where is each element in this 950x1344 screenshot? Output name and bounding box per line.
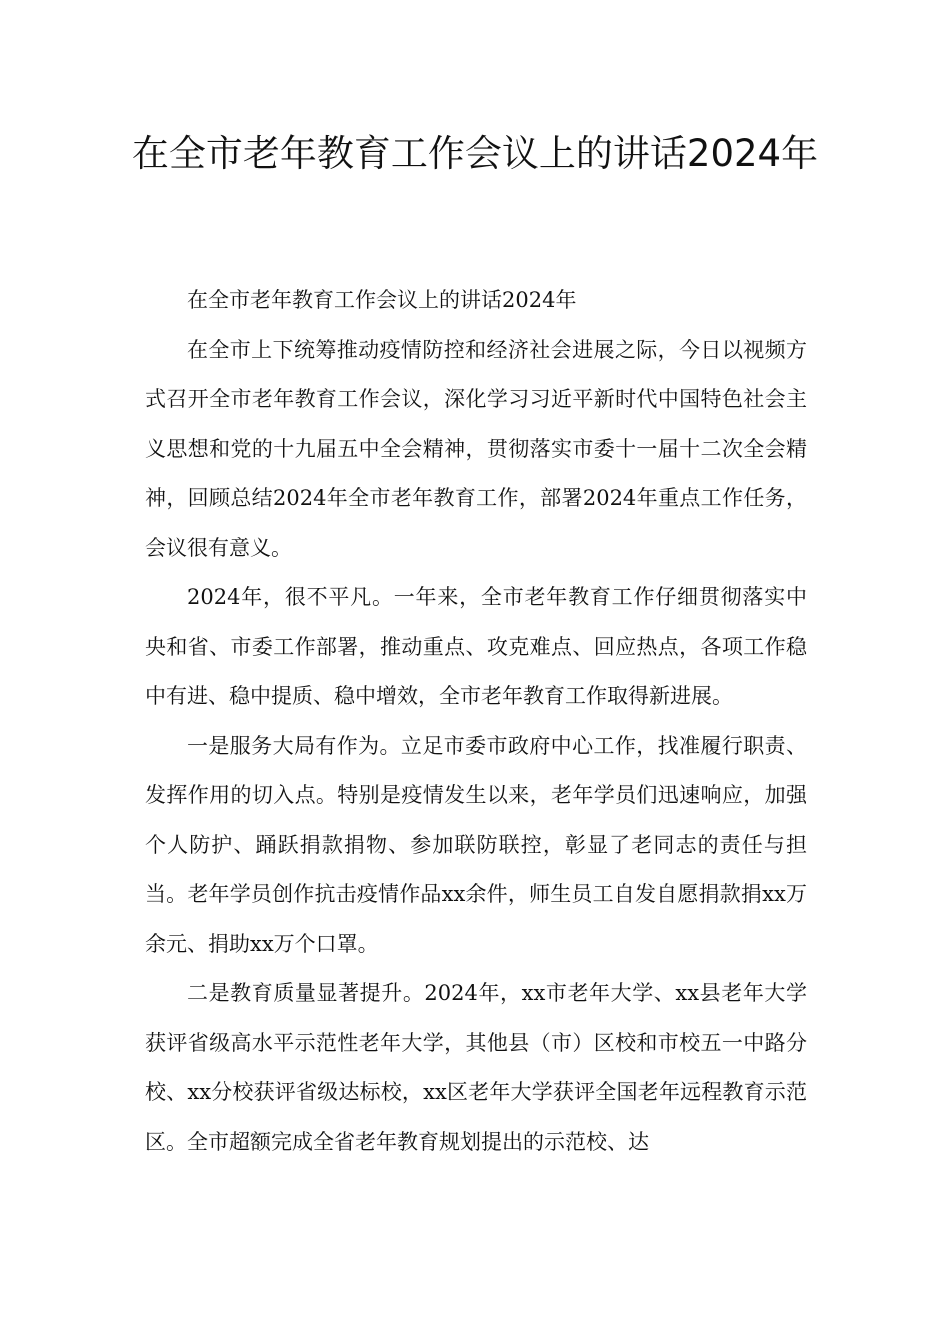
document-body xyxy=(145,276,807,1167)
paragraph-intro: 在全市上下统筹推动疫情防控和经济社会进展之际，今日以视频方式召开全市老年教育工作会议，深化学习习近平新时代中国特色社会主义思想和党的十九届五中全会精神，贯彻落实市委十一届十二次全会精神，回顾总结2024年全市老年教育工作，部署2024年重点工作任务，会议很有意义。 xyxy=(145,337,807,560)
paragraph-point-two: 二是教育质量显著提升。2024年，xx市老年大学、xx县老年大学获评省级高水平示范性老年大学，其他县（市）区校和市校五一中路分校、xx分校获评省级达标校，xx区老年大学获评全国老年远程教育示范区。全市超额完成全省老年教育规划提出的示范校、达 xyxy=(145,981,807,1154)
paragraph-point-one: 一是服务大局有作为。立足市委市政府中心工作，找准履行职责、发挥作用的切入点。特别是疫情发生以来，老年学员们迅速响应，加强个人防护、踊跃捐款捐物、参加联防联控，彰显了老同志的责任与担当。老年学员创作抗击疫情作品xx余件，师生员工自发自愿捐款捐xx万余元、捐助xx万个口罩。 xyxy=(145,733,807,956)
document-title: 在全市老年教育工作会议上的讲话2024年 xyxy=(131,132,819,175)
paragraph-heading-repeat: 在全市老年教育工作会议上的讲话2024年 xyxy=(187,288,577,312)
paragraph-year-summary: 2024年，很不平凡。一年来，全市老年教育工作仔细贯彻落实中央和省、市委工作部署，推动重点、攻克难点、回应热点，各项工作稳中有进、稳中提质、稳中增效，全市老年教育工作取得新进展。 xyxy=(145,585,807,708)
